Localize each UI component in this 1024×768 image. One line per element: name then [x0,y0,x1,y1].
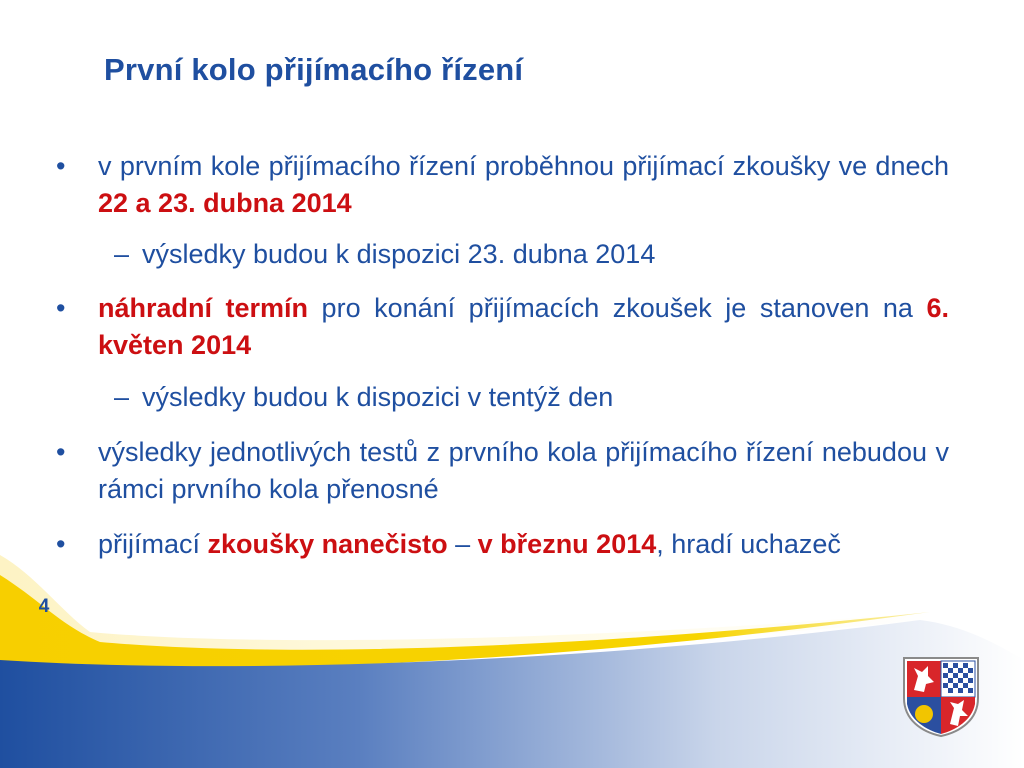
sub-text: výsledky budou k dispozici 23. dubna 2014 [142,239,656,269]
sub-dash: – [114,239,130,269]
sub-text: výsledky budou k dispozici v tentýž den [142,382,614,412]
sub-item [56,236,949,273]
highlight-month: v březnu 2014 [477,529,657,559]
bullet-text: , hradí uchazeč [656,529,841,559]
bullet-text: přijímací [98,529,208,559]
highlight-term: náhradní termín [98,293,309,323]
bullet-dot: • [56,437,66,467]
highlight-date: 6. květen 2014 [98,293,949,360]
bullet-dot: • [56,151,66,181]
bullet-dot: • [56,529,66,559]
slide-content [56,148,949,563]
coat-of-arms-logo [898,654,984,738]
bullet-text: pro konání přijímacích zkoušek je stanoven na [308,293,927,323]
sub-item [56,379,949,416]
highlight-dates: 22 a 23. dubna 2014 [98,188,352,218]
bullet-text: – [447,529,478,559]
sub-dash: – [114,382,130,412]
bullet-item [56,434,949,508]
bullet-dot: • [56,293,66,323]
bullet-text: výsledky jednotlivých testů z prvního kola přijímacího řízení nebudou v rámci prvního kola přenosné [98,437,949,504]
bullet-item [56,148,949,222]
bullet-item [56,526,949,563]
bullet-text: v prvním kole přijímacího řízení proběhnou přijímací zkoušky ve dnech [98,151,949,181]
slide-title: První kolo přijímacího řízení [104,52,524,87]
highlight-exam: zkoušky nanečisto [207,529,448,559]
bullet-item [56,290,949,364]
page-number: 4 [38,596,50,617]
